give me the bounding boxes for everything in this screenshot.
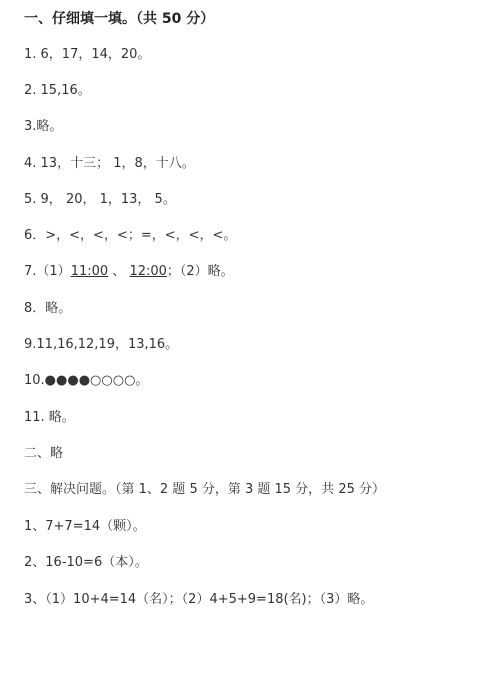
answer-1-5: 5. 9， 20， 1，13， 5。 — [24, 192, 176, 207]
answer-1-7 — [24, 263, 234, 281]
answer-3-2: 2、16-10=6（本）。 — [24, 555, 148, 570]
answer-1-9: 9.11,16,12,19，13,16。 — [24, 337, 179, 352]
answer-1-7-suffix: ；（2）略。 — [166, 264, 234, 279]
answer-1-4: 4. 13，十三； 1，8，十八。 — [24, 156, 195, 171]
answer-1-10: 10.●●●●○○○○。 — [24, 373, 149, 388]
answer-1-8: 8．略。 — [24, 301, 72, 316]
answer-3-3: 3、（1）10+4=14（名）；（2）4+5+9=18(名)；（3）略。 — [24, 592, 374, 607]
answer-1-2: 2. 15,16。 — [24, 83, 91, 98]
answer-1-11: 11. 略。 — [24, 410, 75, 425]
answer-1-1: 1. 6，17，14，20。 — [24, 47, 151, 62]
answer-1-6: 6．>，<，<，<；=，<，<，<。 — [24, 228, 237, 243]
answer-3-1: 1、7+7=14（颗）。 — [24, 519, 146, 534]
answer-1-7-prefix: 7.（1） — [24, 264, 71, 279]
answer-1-3: 3.略。 — [24, 119, 63, 134]
section-2-heading: 二、略 — [24, 446, 64, 461]
answer-1-7-separator: 、 — [108, 264, 126, 279]
section-1-heading: 一、仔细填一填。（共 50 分） — [24, 11, 215, 27]
answer-1-7-time-1: 11:00 — [70, 264, 109, 279]
answer-1-7-time-2: 12:00 — [129, 264, 167, 279]
section-3-heading: 三、解决问题。（第 1、2 题 5 分，第 3 题 15 分，共 25 分） — [24, 482, 385, 497]
